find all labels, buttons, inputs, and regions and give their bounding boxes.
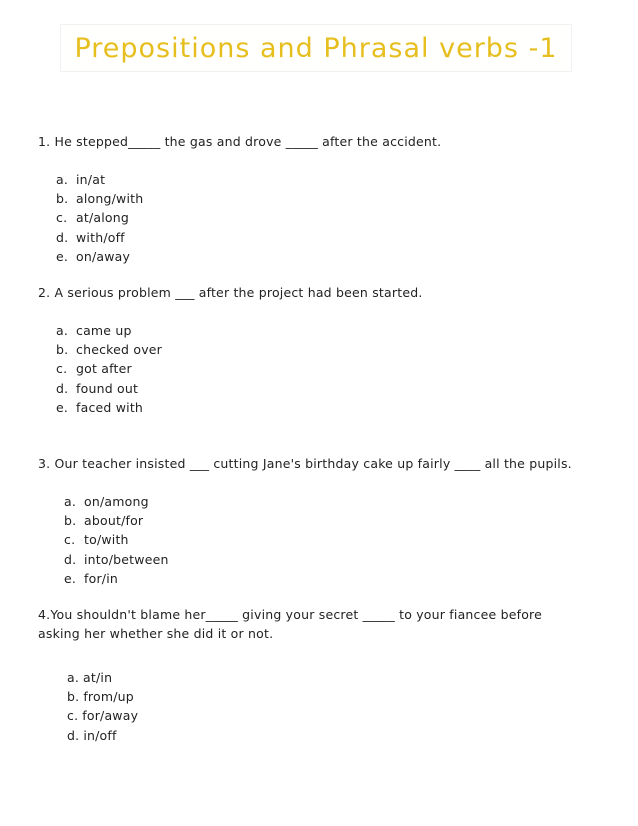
option-2d: d. found out xyxy=(56,380,139,396)
option-2b: b. checked over xyxy=(56,342,163,358)
option-4a: a. at/in xyxy=(67,670,113,685)
question-4-text: 4.You shouldn't blame her_____ giving your secret _____ to your fiancee before asking her whether she did it or not. xyxy=(38,607,543,641)
page-title: Prepositions and Phrasal verbs -1 xyxy=(74,32,558,64)
option-4d: d. in/off xyxy=(67,727,117,743)
question-1-options xyxy=(56,170,143,266)
question-3-text: 3. Our teacher insisted ___ cutting Jane's birthday cake up fairly ____ all the pupils. xyxy=(38,456,572,471)
question-1-text: 1. He stepped_____ the gas and drove _____ after the accident. xyxy=(38,134,442,149)
option-4c: c. for/away xyxy=(67,708,139,724)
option-4b: b. from/up xyxy=(67,689,134,705)
question-2-options xyxy=(56,321,162,417)
option-3b: b. about/for xyxy=(64,513,144,529)
option-3e: e. for/in xyxy=(64,570,118,586)
question-3-options xyxy=(64,492,169,588)
question-4-options xyxy=(67,668,138,745)
option-1d: d. with/off xyxy=(56,229,125,245)
option-2a: a. came up xyxy=(56,323,132,338)
question-2-text: 2. A serious problem ___ after the project had been started. xyxy=(38,285,423,300)
option-3c: c. to/with xyxy=(64,532,129,548)
option-2c: c. got after xyxy=(56,361,132,377)
option-1e: e. on/away xyxy=(56,248,131,264)
option-1c: c. at/along xyxy=(56,210,130,226)
option-1a: a. in/at xyxy=(56,172,106,187)
option-3a: a. on/among xyxy=(64,494,149,509)
option-2e: e. faced with xyxy=(56,399,144,415)
title-box xyxy=(60,24,572,72)
option-1b: b. along/with xyxy=(56,191,144,207)
option-3d: d. into/between xyxy=(64,551,169,567)
